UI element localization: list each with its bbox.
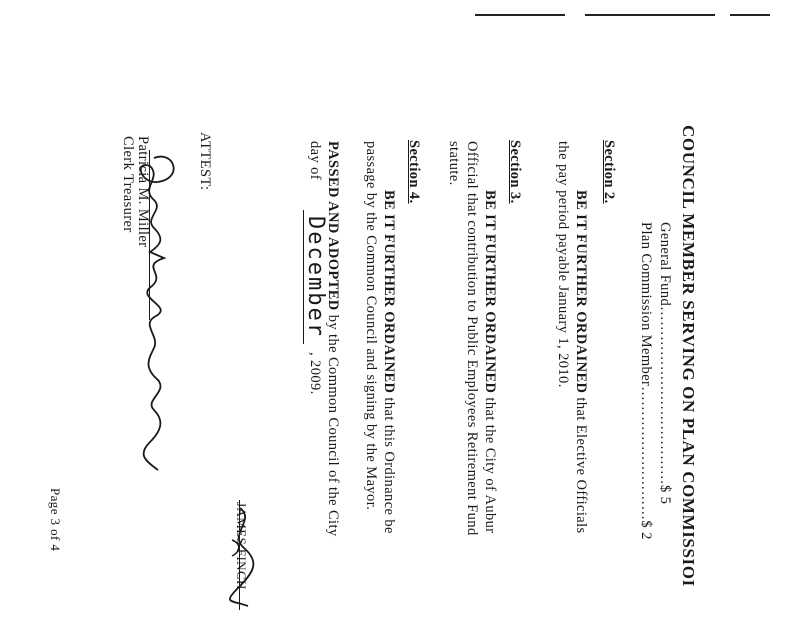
document-heading: COUNCIL MEMBER SERVING ON PLAN COMMISSIOI: [679, 125, 698, 587]
day-of-label: day of: [307, 141, 323, 181]
section-3-paragraph-line2: Official that contribution to Public Employees Retirement Fund: [464, 141, 480, 536]
passed-adopted-lead: PASSED AND ADOPTED: [325, 141, 341, 311]
fund-label: General Fund: [657, 222, 673, 307]
section-2-paragraph-line2: the pay period payable January 1, 2010.: [555, 141, 571, 388]
section-2-title: Section 2.: [601, 140, 617, 204]
section-4-lead: BE IT FURTHER ORDAINED: [381, 190, 397, 394]
scan-artifact-line: [730, 14, 770, 16]
clerk-title: Clerk Treasurer: [120, 136, 136, 233]
passed-adopted-line2: [308, 141, 323, 180]
scan-artifact-line: [585, 14, 715, 16]
section-2-text: that Elective Officials: [573, 393, 589, 534]
passed-year: , 2009.: [307, 352, 323, 395]
fund-label: Plan Commission Member: [638, 222, 654, 387]
scan-artifact-line: [475, 14, 565, 16]
handwritten-month: [303, 210, 326, 344]
fund-amount: $ 5: [657, 484, 673, 505]
section-3-lead: BE IT FURTHER ORDAINED: [482, 190, 498, 394]
passed-adopted-text: by the Common Council of the City: [325, 310, 341, 537]
section-3-title: Section 3.: [507, 140, 523, 204]
section-3-paragraph-line1: [483, 190, 498, 534]
page-number: Page 3 of 4: [48, 488, 63, 552]
month-handwriting: December: [303, 210, 326, 344]
fund-amount: $ 2: [638, 520, 654, 540]
section-3-paragraph-line3: statute.: [446, 141, 462, 186]
section-4-title: Section 4.: [406, 140, 422, 204]
mayor-name: JAMES FINCH: [234, 502, 249, 590]
section-4-paragraph-line2: passage by the Common Council and signing by the Mayor.: [363, 141, 379, 511]
attest-label: ATTEST:: [197, 132, 213, 191]
fund-line-general: [658, 222, 673, 504]
section-2-lead: BE IT FURTHER ORDAINED: [573, 190, 589, 394]
section-3-text: that the City of Aubur: [482, 393, 498, 534]
fund-dots: ………………………: [638, 386, 654, 521]
passed-adopted-line1: [326, 141, 341, 537]
section-2-paragraph-line1: [574, 190, 589, 534]
fund-line-plan-commission: [639, 222, 654, 540]
section-4-paragraph-line1: [382, 190, 397, 534]
clerk-name: Patricia M. Miller: [135, 136, 151, 248]
fund-dots: ………………………………: [657, 306, 673, 485]
section-4-text: that this Ordinance be: [381, 393, 397, 534]
